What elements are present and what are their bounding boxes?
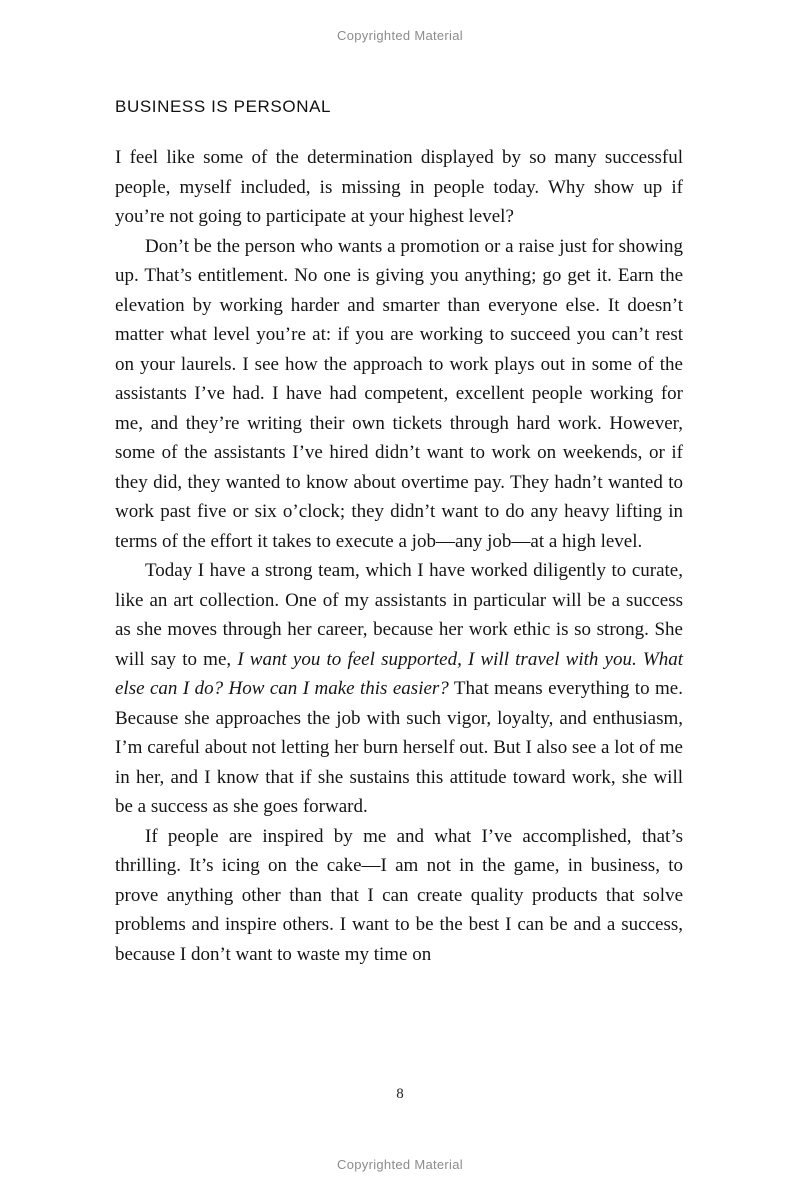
paragraph-3-italic-quote: I want you to feel supported, I will travel with you. What else can I do? How can I make this easier?: [115, 648, 683, 699]
body-text: [115, 143, 683, 969]
copyright-notice-top: Copyrighted Material: [337, 28, 463, 43]
page-number: 8: [396, 1086, 404, 1102]
paragraph-3-lead: Today I have a strong team, which I have worked diligently to curate, like an art collection. One of my assistants in particular will be a success as she moves through her career, because her work ethic is so strong. She will say to me,: [115, 560, 683, 670]
paragraph-2: Don’t be the person who wants a promotion or a raise just for showing up. That’s entitlement. No one is giving you anything; go get it. Earn the elevation by working harder and smarter than everyone else. It doesn’t matter what level you’re at: if you are working to succeed you can’t rest on your laurels. I see how the approach to work plays out in some of the assistants I’ve had. I have had competent, excellent people working for me, and they’re writing their own tickets through hard work. However, some of the assistants I’ve hired didn’t want to work on weekends, or if they did, they wanted to know about overtime pay. They hadn’t wanted to work past five or six o’clock; they didn’t want to do any heavy lifting in terms of the effort it takes to execute a job—any job—at a high level.: [115, 235, 683, 552]
copyright-notice-bottom: Copyrighted Material: [337, 1157, 463, 1172]
paragraph-4: If people are inspired by me and what I’ve accomplished, that’s thrilling. It’s icing on the cake—I am not in the game, in business, to prove anything other than that I can create quality products that solve problems and inspire others. I want to be the best I can be and a success, because I don’t want to waste my time on: [115, 825, 683, 965]
paragraph-1: I feel like some of the determination displayed by so many successful people, myself included, is missing in people today. Why show up if you’re not going to participate at your highest level?: [115, 147, 683, 227]
paragraph-3-tail: That means everything to me. Because she approaches the job with such vigor, loyalty, and enthusiasm, I’m careful about not letting her burn herself out. But I also see a lot of me in her, and I know that if she sustains this attitude toward work, she will be a success as she goes forward.: [115, 678, 683, 817]
chapter-title: BUSINESS IS PERSONAL: [115, 97, 332, 116]
paragraph-3: [115, 556, 683, 822]
page-content: [115, 97, 683, 969]
